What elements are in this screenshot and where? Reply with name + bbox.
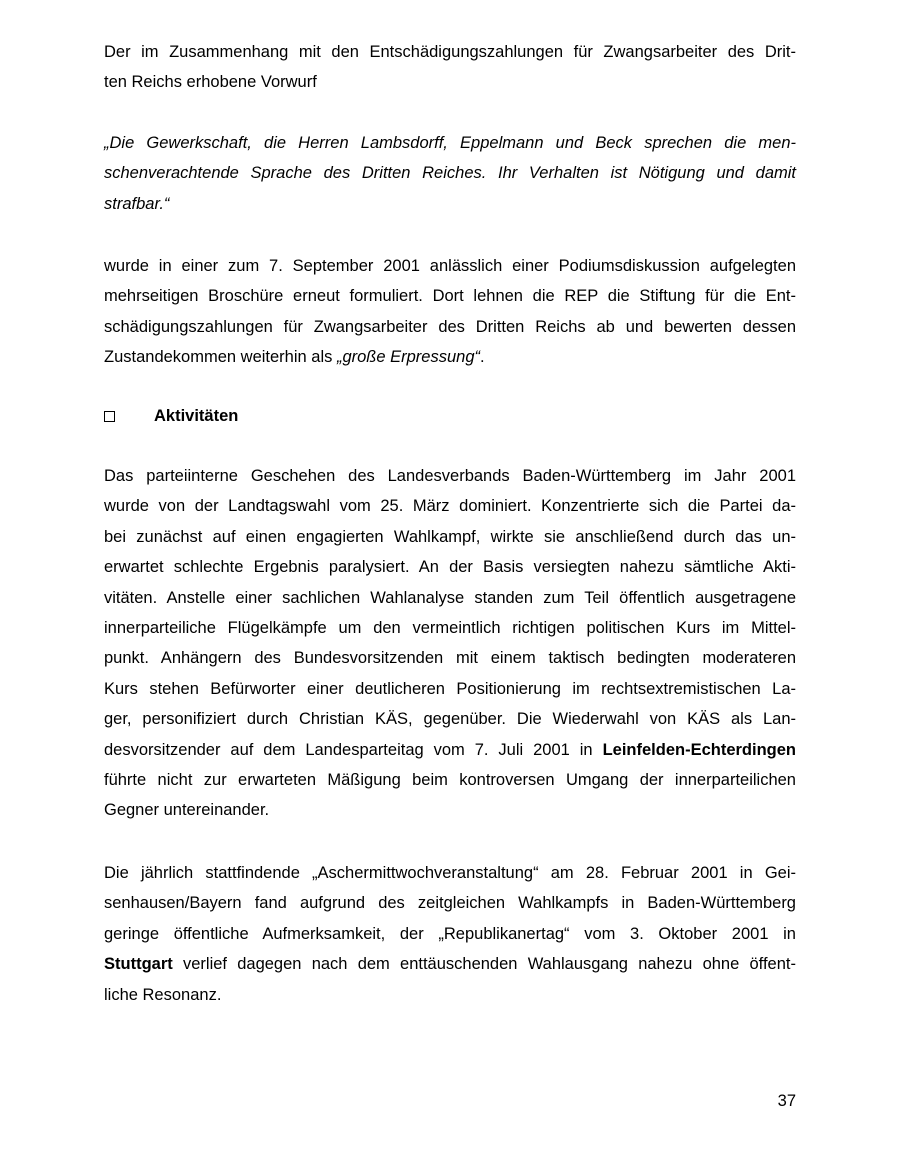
activities-paragraph [104, 461, 796, 826]
continuation-paragraph [104, 251, 796, 373]
intro-paragraph [104, 37, 796, 98]
activities-line: erwartet schlechte Ergebnis paralysiert. An der Basis versiegten nahezu sämtliche Akti- [104, 558, 796, 577]
quote-line: schenverachtende Sprache des Dritten Reiches. Ihr Verhalten ist Nötigung und damit [104, 164, 796, 183]
activities-line-text: desvorsitzender auf dem Landesparteitag vom 7. Juli 2001 in [104, 740, 603, 759]
continuation-line-text: Zustandekommen weiterhin als [104, 348, 337, 367]
section-heading-text: Aktivitäten [154, 406, 239, 425]
activities-line: ger, personifiziert durch Christian KÄS, gegenüber. Die Wiederwahl von KÄS als Lan- [104, 710, 796, 729]
page-number: 37 [777, 1092, 796, 1110]
continuation-line: mehrseitigen Broschüre erneut formuliert. Dort lehnen die REP die Stiftung für die Ent- [104, 287, 796, 306]
activities-line: Gegner untereinander. [104, 801, 270, 820]
place-name: Leinfelden-Echterdingen [602, 740, 796, 759]
checkbox-bullet-icon [104, 411, 115, 422]
events-line: geringe öffentliche Aufmerksamkeit, der „Republikanertag“ vom 3. Oktober 2001 in [104, 924, 796, 943]
activities-line: punkt. Anhängern des Bundesvorsitzenden mit einem taktisch bedingten moderateren [104, 649, 796, 668]
quoted-term: „große Erpressung“ [336, 348, 481, 367]
continuation-line: wurde in einer zum 7. September 2001 anlässlich einer Podiumsdiskussion aufgelegten [104, 257, 796, 275]
events-line: liche Resonanz. [104, 985, 222, 1004]
events-line: Die jährlich stattfindende „Aschermittwochveranstaltung“ am 28. Februar 2001 in Gei- [104, 864, 796, 882]
quote-paragraph [104, 128, 796, 219]
activities-line [104, 735, 796, 765]
place-name: Stuttgart [104, 955, 173, 974]
events-line-text: verlief dagegen nach dem enttäuschenden Wahlausgang nahezu ohne öffent- [172, 955, 796, 974]
continuation-line [104, 342, 796, 372]
continuation-line: schädigungszahlungen für Zwangsarbeiter des Dritten Reichs ab und bewerten dessen [104, 317, 796, 336]
section-heading [104, 404, 238, 428]
activities-line: führte nicht zur erwarteten Mäßigung beim kontroversen Umgang der innerparteilichen [104, 771, 796, 790]
activities-line: wurde von der Landtagswahl vom 25. März dominiert. Konzentrierte sich die Partei da- [104, 497, 796, 516]
intro-line: Der im Zusammenhang mit den Entschädigungszahlungen für Zwangsarbeiter des Drit- [104, 43, 796, 61]
events-paragraph [104, 858, 796, 1010]
quote-line: „Die Gewerkschaft, die Herren Lambsdorff, Eppelmann und Beck sprechen die men- [104, 134, 796, 152]
intro-line: ten Reichs erhobene Vorwurf [104, 73, 317, 92]
activities-line: vitäten. Anstelle einer sachlichen Wahlanalyse standen zum Teil öffentlich ausgetragene [104, 588, 796, 607]
continuation-line-end: . [480, 348, 485, 367]
activities-line: innerparteiliche Flügelkämpfe um den vermeintlich richtigen politischen Kurs im Mittel- [104, 619, 796, 638]
events-line [104, 949, 796, 979]
activities-line: Das parteiinterne Geschehen des Landesverbands Baden-Württemberg im Jahr 2001 [104, 467, 796, 485]
events-line: senhausen/Bayern fand aufgrund des zeitgleichen Wahlkampfs in Baden-Württemberg [104, 894, 796, 913]
activities-line: Kurs stehen Befürworter einer deutlicheren Positionierung im rechtsextremistischen La- [104, 679, 796, 698]
activities-line: bei zunächst auf einen engagierten Wahlkampf, wirkte sie anschließend durch das un- [104, 527, 796, 546]
quote-line: strafbar.“ [104, 194, 170, 213]
